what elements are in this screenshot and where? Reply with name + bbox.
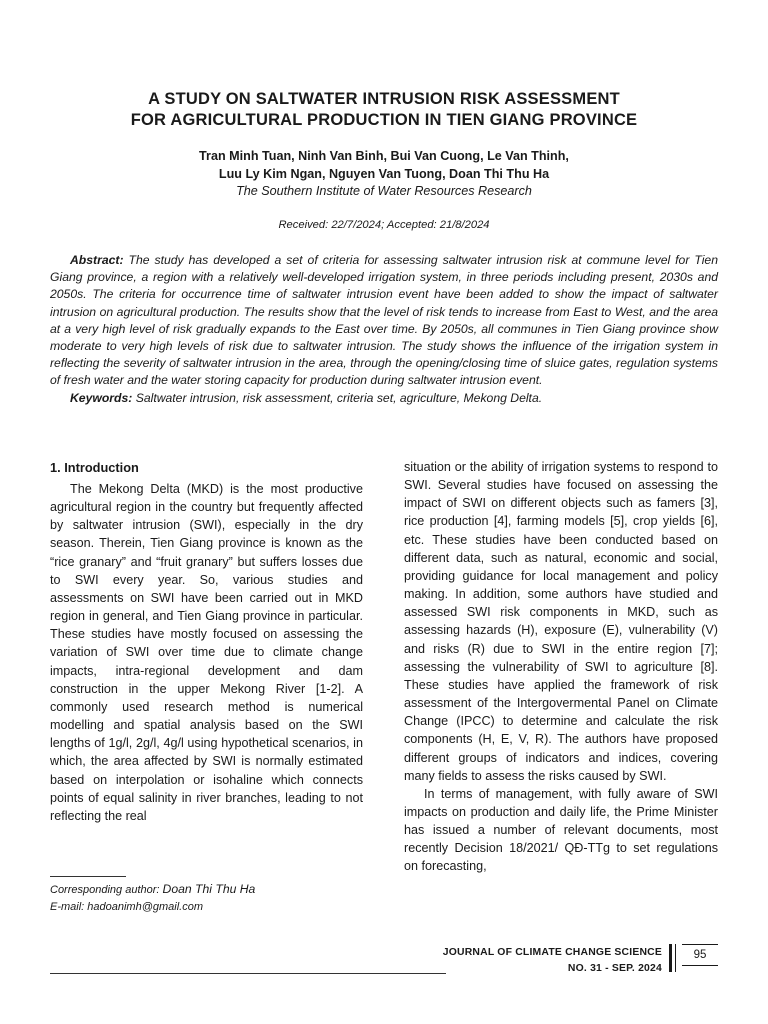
author-line-1: Tran Minh Tuan, Ninh Van Binh, Bui Van Cuong, Le Van Thinh,	[199, 149, 569, 163]
body-column-right	[404, 458, 718, 876]
body-paragraph-right-1: situation or the ability of irrigation systems to respond to SWI. Several studies have focused on assessing the impact of SWI on different objects such as famers [3], rice production [4], farming models [5], crop yields [6], etc. These studies have been conducted based on different data, such as natural, economic and social, providing guidance for local management and policy making. In addition, some authors have studied and assessed SWI risk components in MKD, such as assessing hazards (H), exposure (E), vulnerability (V) and risks (R) due to SWI in the entire region [7]; assessing the vulnerability of SWI to agriculture [8]. These studies have applied the framework of risk assessment of the Intergovermental Panel on Climate Change (IPCC) to determine and calculate the risk components (H, E, V, R). The authors have proposed different groups of indicators and indices, covering many fields to assess the risks caused by SWI.	[404, 460, 718, 783]
corresponding-author-label: Corresponding author:	[50, 884, 160, 896]
page-number: 95	[682, 944, 718, 966]
paper-title	[60, 89, 708, 131]
affiliation: The Southern Institute of Water Resources Research	[236, 184, 532, 198]
footer-bar-thick	[669, 944, 672, 972]
abstract-label: Abstract:	[70, 253, 124, 267]
abstract-text: The study has developed a set of criteria for assessing saltwater intrusion risk at commune level for Tien Giang province, a region with a relatively well-developed irrigation system, in three periods including present, 2030s and 2050s. The criteria for occurrence time of saltwater intrusion event have been added to show the impact of saltwater intrusion on agricultural production. The results show that the level of risk tends to increase from East to West, and the area at a very high level of risk gradually expands to the East over time. By 2050s, all communes in Tien Giang province show moderate to very high levels of risk due to saltwater intrusion. The study shows the influence of the irrigation system in reflecting the severity of saltwater intrusion in the area, through the opening/closing time of sluice gates, regulation systems of fresh water and the water storing capacity for production during saltwater intrusion event.	[50, 253, 718, 388]
abstract-paragraph	[50, 252, 718, 390]
corresponding-author-line	[50, 881, 370, 899]
footer-bar-thin	[675, 944, 676, 972]
journal-footer	[443, 945, 662, 976]
corresponding-author-name: Doan Thi Thu Ha	[162, 882, 256, 896]
footer-divider	[50, 973, 446, 974]
author-line-2: Luu Ly Kim Ngan, Nguyen Van Tuong, Doan Thi Thu Ha	[218, 166, 550, 181]
keywords-paragraph	[50, 390, 718, 407]
paper-title-line-2: FOR AGRICULTURAL PRODUCTION IN TIEN GIANG PROVINCE	[130, 111, 638, 129]
footnote	[50, 881, 370, 916]
corresponding-author-email: E-mail: hadoanimh@gmail.com	[50, 901, 204, 913]
received-accepted-dates: Received: 22/7/2024; Accepted: 21/8/2024	[278, 219, 490, 231]
keywords-text: Saltwater intrusion, risk assessment, criteria set, agriculture, Mekong Delta.	[135, 390, 543, 405]
body-column-left	[50, 459, 363, 825]
footnote-divider	[50, 876, 126, 877]
abstract-block	[50, 252, 718, 407]
keywords-label: Keywords:	[70, 390, 133, 405]
journal-name: JOURNAL OF CLIMATE CHANGE SCIENCE	[442, 947, 662, 958]
body-paragraph-right-2: In terms of management, with fully aware of SWI impacts on production and daily life, the Prime Minister has issued a number of relevant documents, most recently Decision 18/2021/ QĐ-TTg to set regulations on forecasting,	[404, 786, 718, 874]
body-paragraph-left: The Mekong Delta (MKD) is the most productive agricultural region in the country but frequently affected by saltwater intrusion (SWI), especially in the dry season. Therein, Tien Giang province is known as the “rice granary” and “fruit granary” but suffers losses due to SWI every year. So, various studies and assessments on SWI have been carried out in MKD region in general, and Tien Giang province in particular. These studies have mostly focused on assessing the variation of SWI over time due to climate change impacts, intra-regional development and dam construction in the upper Mekong River [1-2]. A commonly used research method is numerical modelling and spatial analysis based on the SWI lengths of 1g/l, 2g/l, 4g/l using hypothetical scenarios, in which, the area affected by SWI is normally estimated based on interpolation or isohaline which connects points of equal salinity in river branches, leading to not reflecting the real	[50, 482, 363, 823]
author-list	[60, 148, 708, 183]
journal-issue: NO. 31 - SEP. 2024	[567, 962, 662, 974]
paper-title-line-1: A STUDY ON SALTWATER INTRUSION RISK ASSESSMENT	[148, 90, 620, 108]
section-heading-introduction: 1. Introduction	[50, 460, 139, 475]
